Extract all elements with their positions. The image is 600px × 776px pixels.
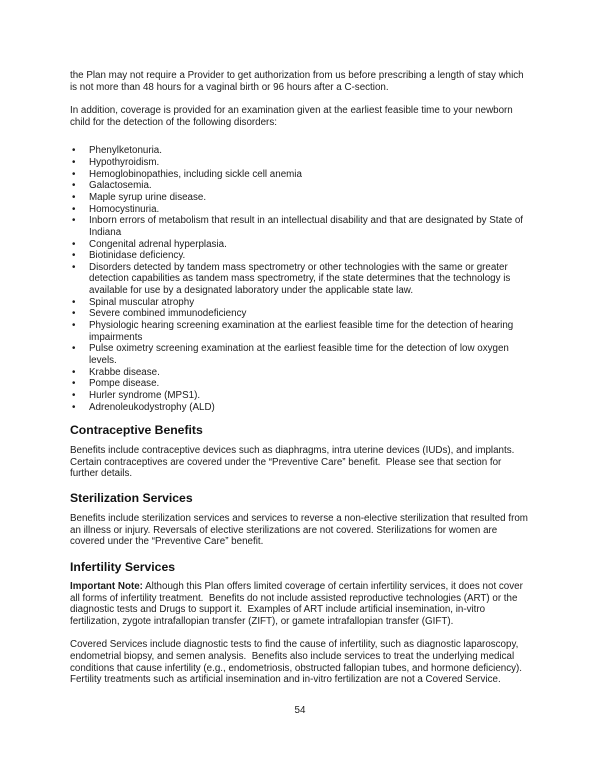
section-heading-sterilization-services: Sterilization Services (70, 491, 193, 506)
list-item: • Phenylketonuria. (70, 145, 531, 157)
important-note-label: Important Note: (70, 581, 143, 593)
infertility-paragraph: Covered Services include diagnostic tests to find the cause of infertility, such as diagnostic laparoscopy, endometrial biopsy, and semen analysis. Benefits also include services to treat the underlying medical conditions that cause infertility (e.g., endometriosis, obstructed fallopian tubes, and hormone deficiency). Fertility treatments such as artificial insemination and in-vitro fertilization are not a Covered Service. (70, 639, 522, 686)
list-item: • Inborn errors of metabolism that result in an intellectual disability and that are designated by State of Indiana (70, 215, 531, 238)
section-heading-infertility-services: Infertility Services (70, 559, 175, 574)
list-item: • Severe combined immunodeficiency (70, 308, 531, 320)
page-content (70, 70, 531, 698)
list-item: • Galactosemia. (70, 180, 531, 192)
list-item: • Spinal muscular atrophy (70, 297, 531, 309)
list-item: • Congenital adrenal hyperplasia. (70, 239, 531, 251)
intro-paragraph-2: In addition, coverage is provided for an examination given at the earliest feasible time to your newborn child for the detection of the following disorders: (70, 104, 513, 128)
list-item: • Hemoglobinopathies, including sickle cell anemia (70, 169, 531, 181)
list-item: • Homocystinuria. (70, 204, 531, 216)
list-item: • Physiologic hearing screening examination at the earliest feasible time for the detection of hearing impairments (70, 320, 531, 343)
sterilization-paragraph: Benefits include sterilization services and services to reverse a non-elective sterilization that resulted from an illness or injury. Reversals of elective sterilizations are not covered. Sterilizations for women are covered under the “Preventive Care” benefit. (70, 512, 528, 548)
page-number: 54 (294, 705, 306, 716)
list-item: • Adrenoleukodystrophy (ALD) (70, 402, 531, 414)
section-heading-contraceptive-benefits: Contraceptive Benefits (70, 423, 203, 438)
list-item: • Pompe disease. (70, 378, 531, 390)
list-item: • Disorders detected by tandem mass spectrometry or other technologies with the same or greater detection capabilities as tandem mass spectrometry, if the state determines that the technology is available for use by a designated laboratory under the applicable state law. (70, 262, 531, 297)
disorders-list (70, 145, 531, 413)
important-note-text: Although this Plan offers limited coverage of certain infertility services, it does not cover all forms of infertility treatment. Benefits do not include assisted reproductive technologies (ART) or the diagnostic tests and Drugs to support it. Examples of ART include artificial insemination, in-vitro fertilization, zygote intrafallopian transfer (ZIFT), or gamete intrafallopian transfer (GIFT). (70, 581, 523, 628)
list-item: • Biotinidase deficiency. (70, 250, 531, 262)
intro-paragraph-1: the Plan may not require a Provider to get authorization from us before prescribing a length of stay which is not more than 48 hours for a vaginal birth or 96 hours after a C-section. (70, 70, 524, 93)
list-item: • Krabbe disease. (70, 367, 531, 379)
contraceptive-paragraph: Benefits include contraceptive devices such as diaphragms, intra uterine devices (IUDs), and implants. Certain contraceptives are covered under the “Preventive Care” benefit. Please see that section for further details. (70, 444, 515, 480)
list-item: • Pulse oximetry screening examination at the earliest feasible time for the detection of low oxygen levels. (70, 343, 531, 366)
infertility-note-paragraph (70, 581, 531, 628)
list-item: • Hurler syndrome (MPS1). (70, 390, 531, 402)
list-item: • Hypothyroidism. (70, 157, 531, 169)
list-item: • Maple syrup urine disease. (70, 192, 531, 204)
